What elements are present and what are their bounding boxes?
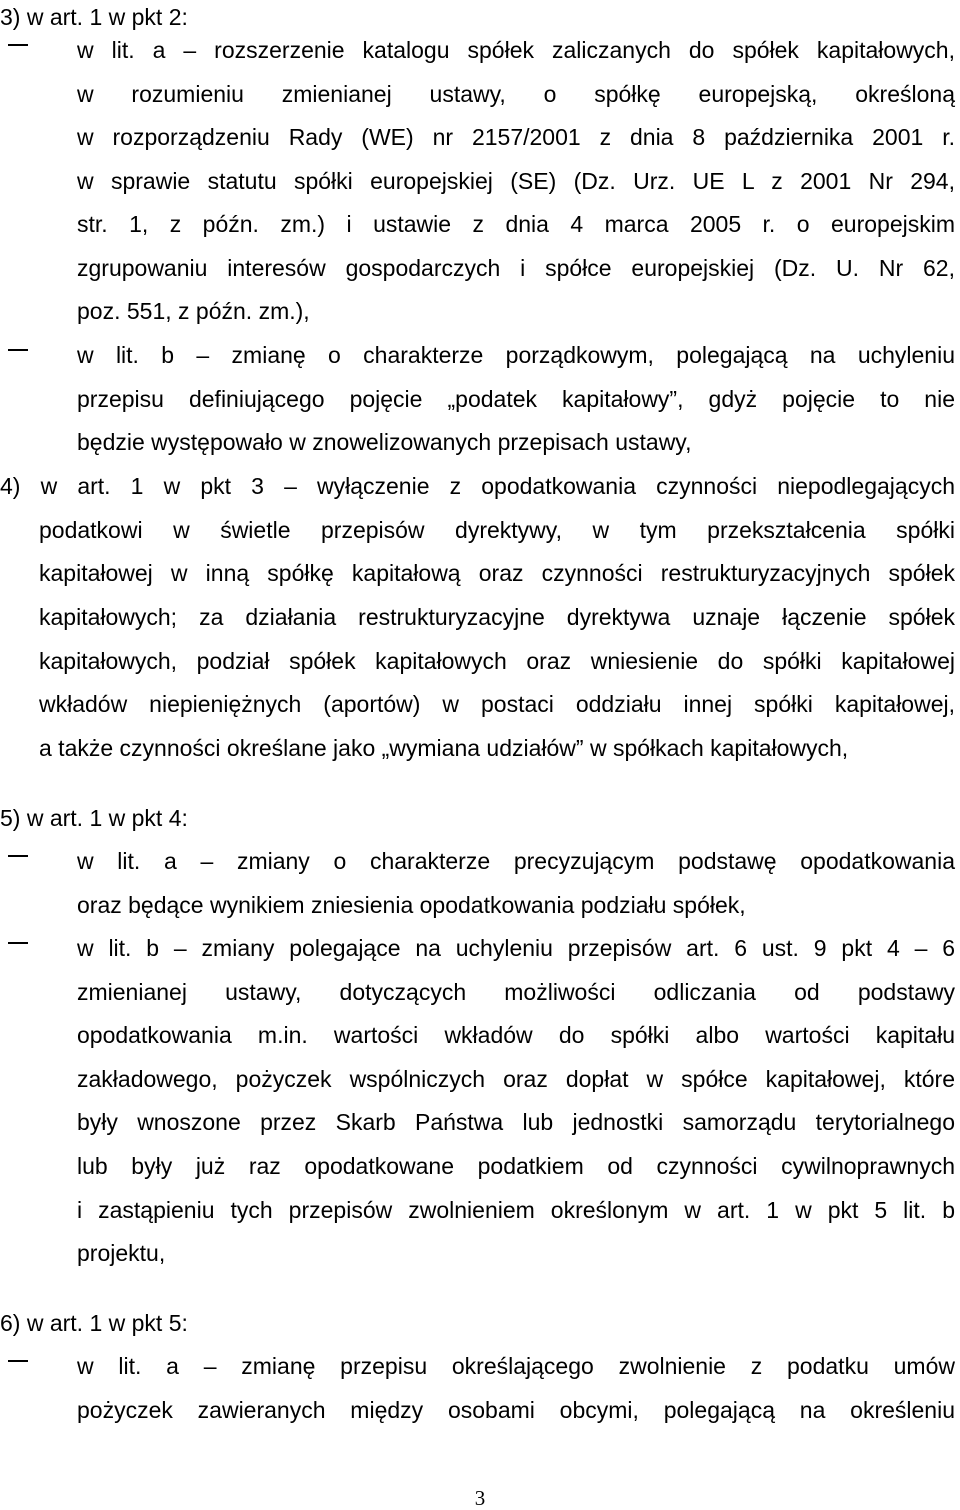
item-5-bullet-b-line: w lit. b – zmiany polegające na uchyleniu przepisów art. 6 ust. 9 pkt 4 – 6 bbox=[77, 935, 955, 961]
page-number: 3 bbox=[474, 1486, 486, 1510]
item-5-bullet-b-line: projektu, bbox=[77, 1240, 166, 1266]
item-5-bullet-b-line: opodatkowania m.in. wartości wkładów do spółki albo wartości kapitału bbox=[77, 1022, 955, 1048]
bullet-dash bbox=[8, 349, 28, 351]
item-6-bullet-a-line: pożyczek zawieranych między osobami obcymi, polegającą na określeniu bbox=[77, 1397, 955, 1423]
item-4-line: a także czynności określane jako „wymiana udziałów” w spółkach kapitałowych, bbox=[39, 735, 849, 761]
item-3-bullet-a-line: w rozumieniu zmienianej ustawy, o spółkę europejską, określoną bbox=[77, 81, 955, 107]
item-4-line: kapitałowej w inną spółkę kapitałową oraz czynności restrukturyzacyjnych spółek bbox=[39, 560, 955, 586]
item-3-bullet-b-line: w lit. b – zmianę o charakterze porządkowym, polegającą na uchyleniu bbox=[77, 342, 955, 368]
bullet-dash bbox=[8, 44, 28, 46]
item-3-bullet-a-line: w sprawie statutu spółki europejskiej (SE) (Dz. Urz. UE L z 2001 Nr 294, bbox=[77, 168, 955, 194]
item-5-bullet-b-line: zakładowego, pożyczek wspólniczych oraz dopłat w spółce kapitałowej, które bbox=[77, 1066, 955, 1092]
item-3-bullet-b-line: przepisu definiującego pojęcie „podatek kapitałowy”, gdyż pojęcie to nie bbox=[77, 386, 955, 412]
item-5-bullet-a-line: oraz będące wynikiem zniesienia opodatkowania podziału spółek, bbox=[77, 892, 746, 918]
item-4-line: 4) w art. 1 w pkt 3 – wyłączenie z opodatkowania czynności niepodlegających bbox=[0, 473, 955, 499]
item-5-heading: 5) w art. 1 w pkt 4: bbox=[0, 805, 188, 831]
item-5-bullet-a-line: w lit. a – zmiany o charakterze precyzującym podstawę opodatkowania bbox=[77, 848, 955, 874]
bullet-dash bbox=[8, 1360, 28, 1362]
item-3-bullet-a-line: w rozporządzeniu Rady (WE) nr 2157/2001 z dnia 8 października 2001 r. bbox=[77, 124, 955, 150]
item-3-bullet-b-line: będzie występowało w znowelizowanych przepisach ustawy, bbox=[77, 429, 692, 455]
item-3-bullet-a-line: poz. 551, z późn. zm.), bbox=[77, 298, 310, 324]
item-3-bullet-a-line: str. 1, z późn. zm.) i ustawie z dnia 4 marca 2005 r. o europejskim bbox=[77, 211, 955, 237]
item-5-bullet-b-line: były wnoszone przez Skarb Państwa lub jednostki samorządu terytorialnego bbox=[77, 1109, 955, 1135]
item-4-line: podatkowi w świetle przepisów dyrektywy, w tym przekształcenia spółki bbox=[39, 517, 955, 543]
item-3-bullet-a-line: zgrupowaniu interesów gospodarczych i spółce europejskiej (Dz. U. Nr 62, bbox=[77, 255, 955, 281]
bullet-dash bbox=[8, 942, 28, 944]
item-4-line: kapitałowych; za działania restrukturyzacyjne dyrektywa uznaje łączenie spółek bbox=[39, 604, 955, 630]
item-6-heading: 6) w art. 1 w pkt 5: bbox=[0, 1310, 188, 1336]
bullet-dash bbox=[8, 855, 28, 857]
item-4-line: wkładów niepieniężnych (aportów) w postaci oddziału innej spółki kapitałowej, bbox=[39, 691, 955, 717]
item-5-bullet-b-line: i zastąpieniu tych przepisów zwolnieniem określonym w art. 1 w pkt 5 lit. b bbox=[77, 1197, 955, 1223]
item-3-bullet-a-line: w lit. a – rozszerzenie katalogu spółek zaliczanych do spółek kapitałowych, bbox=[77, 37, 955, 63]
item-4-line: kapitałowych, podział spółek kapitałowych oraz wniesienie do spółki kapitałowej bbox=[39, 648, 955, 674]
item-3-heading: 3) w art. 1 w pkt 2: bbox=[0, 4, 188, 30]
item-5-bullet-b-line: zmienianej ustawy, dotyczących możliwości odliczania od podstawy bbox=[77, 979, 955, 1005]
item-6-bullet-a-line: w lit. a – zmianę przepisu określającego zwolnienie z podatku umów bbox=[77, 1353, 955, 1379]
item-5-bullet-b-line: lub były już raz opodatkowane podatkiem od czynności cywilnoprawnych bbox=[77, 1153, 955, 1179]
